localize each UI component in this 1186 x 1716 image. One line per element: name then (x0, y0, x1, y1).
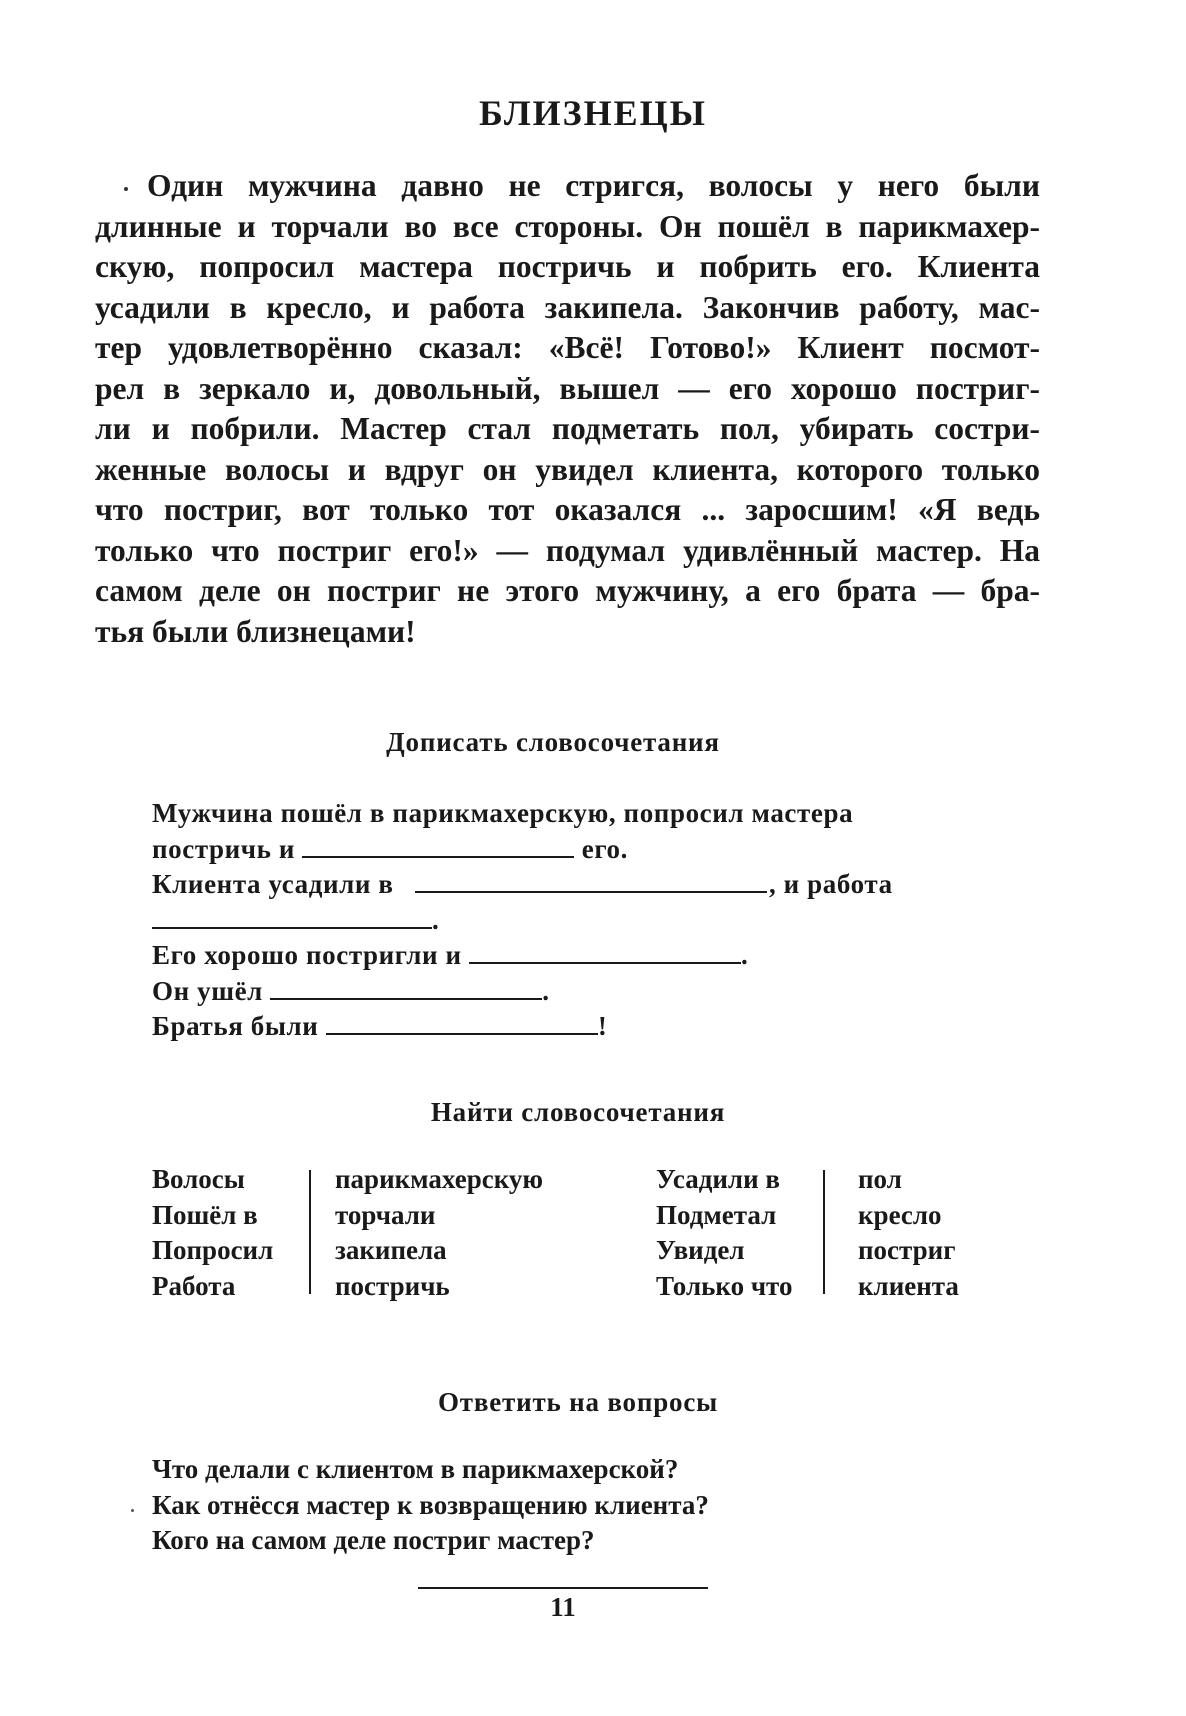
story-text (95, 166, 1040, 652)
story-line: скую, попросил мастера постричь и побрить его. Клиента (95, 249, 1040, 284)
match-word: постричь (335, 1270, 450, 1301)
match-word: Пошёл в (152, 1199, 258, 1230)
answer-blank[interactable] (152, 905, 432, 929)
exercise-text: . (741, 940, 749, 970)
story-line: что постриг, вот только тот оказался ... заросшим! «Я ведь (95, 492, 1040, 527)
match-word: постриг (858, 1235, 956, 1265)
match-word: Только что (656, 1270, 793, 1301)
fill-in-exercise (152, 796, 992, 1045)
exercise-text: ! (597, 1011, 608, 1041)
match-word: Подметал (656, 1199, 777, 1230)
exercise-text: Его хорошо постригли и (152, 940, 462, 970)
match-word: пол (858, 1164, 902, 1194)
match-word: Волосы (152, 1164, 245, 1194)
answer-blank[interactable] (415, 869, 767, 893)
answer-blank[interactable] (326, 1011, 598, 1035)
section-heading-answer-questions: Ответить на вопросы (438, 1387, 718, 1417)
exercise-text: его. (581, 833, 628, 864)
match-word: кресло (858, 1199, 942, 1230)
exercise-text: Он ушёл (152, 975, 263, 1006)
match-word: Усадили в (656, 1164, 780, 1194)
exercise-line (152, 796, 992, 832)
print-speck (131, 1509, 134, 1512)
story-line: длинные и торчали во все стороны. Он пошёл в парикмахер- (95, 208, 1040, 244)
story-line: тья были близнецами! (95, 613, 416, 649)
match-word: Работа (152, 1270, 236, 1301)
question-list (152, 1452, 709, 1559)
match-word: клиента (858, 1270, 959, 1301)
exercise-text: . (432, 904, 440, 935)
exercise-line (152, 867, 992, 903)
exercise-text: , и работа (768, 869, 893, 899)
question: Кого на самом деле постриг мастер? (152, 1525, 595, 1555)
story-line: усадили в кресло, и работа закипела. Закончив работу, мас- (95, 289, 1040, 325)
story-line: Один мужчина давно не стригся, волосы у него были (147, 168, 1040, 203)
footer-rule (418, 1587, 708, 1589)
column-divider (823, 1170, 825, 1294)
exercise-text: Клиента усадили в (152, 869, 394, 899)
section-heading-complete-phrases: Дописать словосочетания (386, 727, 720, 757)
exercise-line (152, 974, 992, 1010)
answer-blank[interactable] (469, 940, 741, 964)
story-line: тер удовлетворённо сказал: «Всё! Готово!» Клиент посмот- (95, 330, 1040, 365)
exercise-text: . (542, 975, 550, 1006)
page-title: БЛИЗНЕЦЫ (478, 93, 708, 133)
story-line: самом деле он постриг не этого мужчину, а его брата — бра- (95, 573, 1040, 608)
exercise-line (152, 1009, 992, 1045)
exercise-text: Мужчина пошёл в парикмахерскую, попросил мастера (152, 798, 854, 828)
column-divider (309, 1170, 311, 1294)
match-word: парикмахерскую (335, 1164, 544, 1194)
story-line: рел в зеркало и, довольный, вышел — его хорошо постриг- (95, 370, 1040, 406)
story-line: ли и побрили. Мастер стал подметать пол, убирать состри- (95, 411, 1040, 446)
exercise-line (152, 832, 992, 868)
question: Как отнёсся мастер к возвращению клиента? (152, 1489, 709, 1520)
story-line: женные волосы и вдруг он увидел клиента, которого только (95, 451, 1040, 487)
exercise-text: Братья были (152, 1011, 319, 1041)
match-word: закипела (335, 1235, 447, 1265)
match-column-2 (335, 1162, 543, 1304)
exercise-line (152, 938, 992, 974)
section-heading-find-phrases: Найти словосочетания (430, 1097, 726, 1127)
match-column-1 (152, 1162, 273, 1304)
match-word: Увидел (656, 1235, 745, 1265)
answer-blank[interactable] (302, 834, 574, 858)
story-line: только что постриг его!» — подумал удивлённый мастер. На (95, 532, 1040, 568)
exercise-line (152, 903, 992, 939)
match-word: торчали (335, 1199, 436, 1230)
page-number: 11 (550, 1592, 576, 1622)
exercise-text: постричь и (152, 833, 296, 864)
match-column-3 (656, 1162, 792, 1304)
match-word: Попросил (152, 1235, 274, 1265)
match-column-4 (858, 1162, 959, 1304)
question: Что делали с клиентом в парикмахерской? (152, 1454, 679, 1484)
answer-blank[interactable] (270, 976, 542, 1000)
